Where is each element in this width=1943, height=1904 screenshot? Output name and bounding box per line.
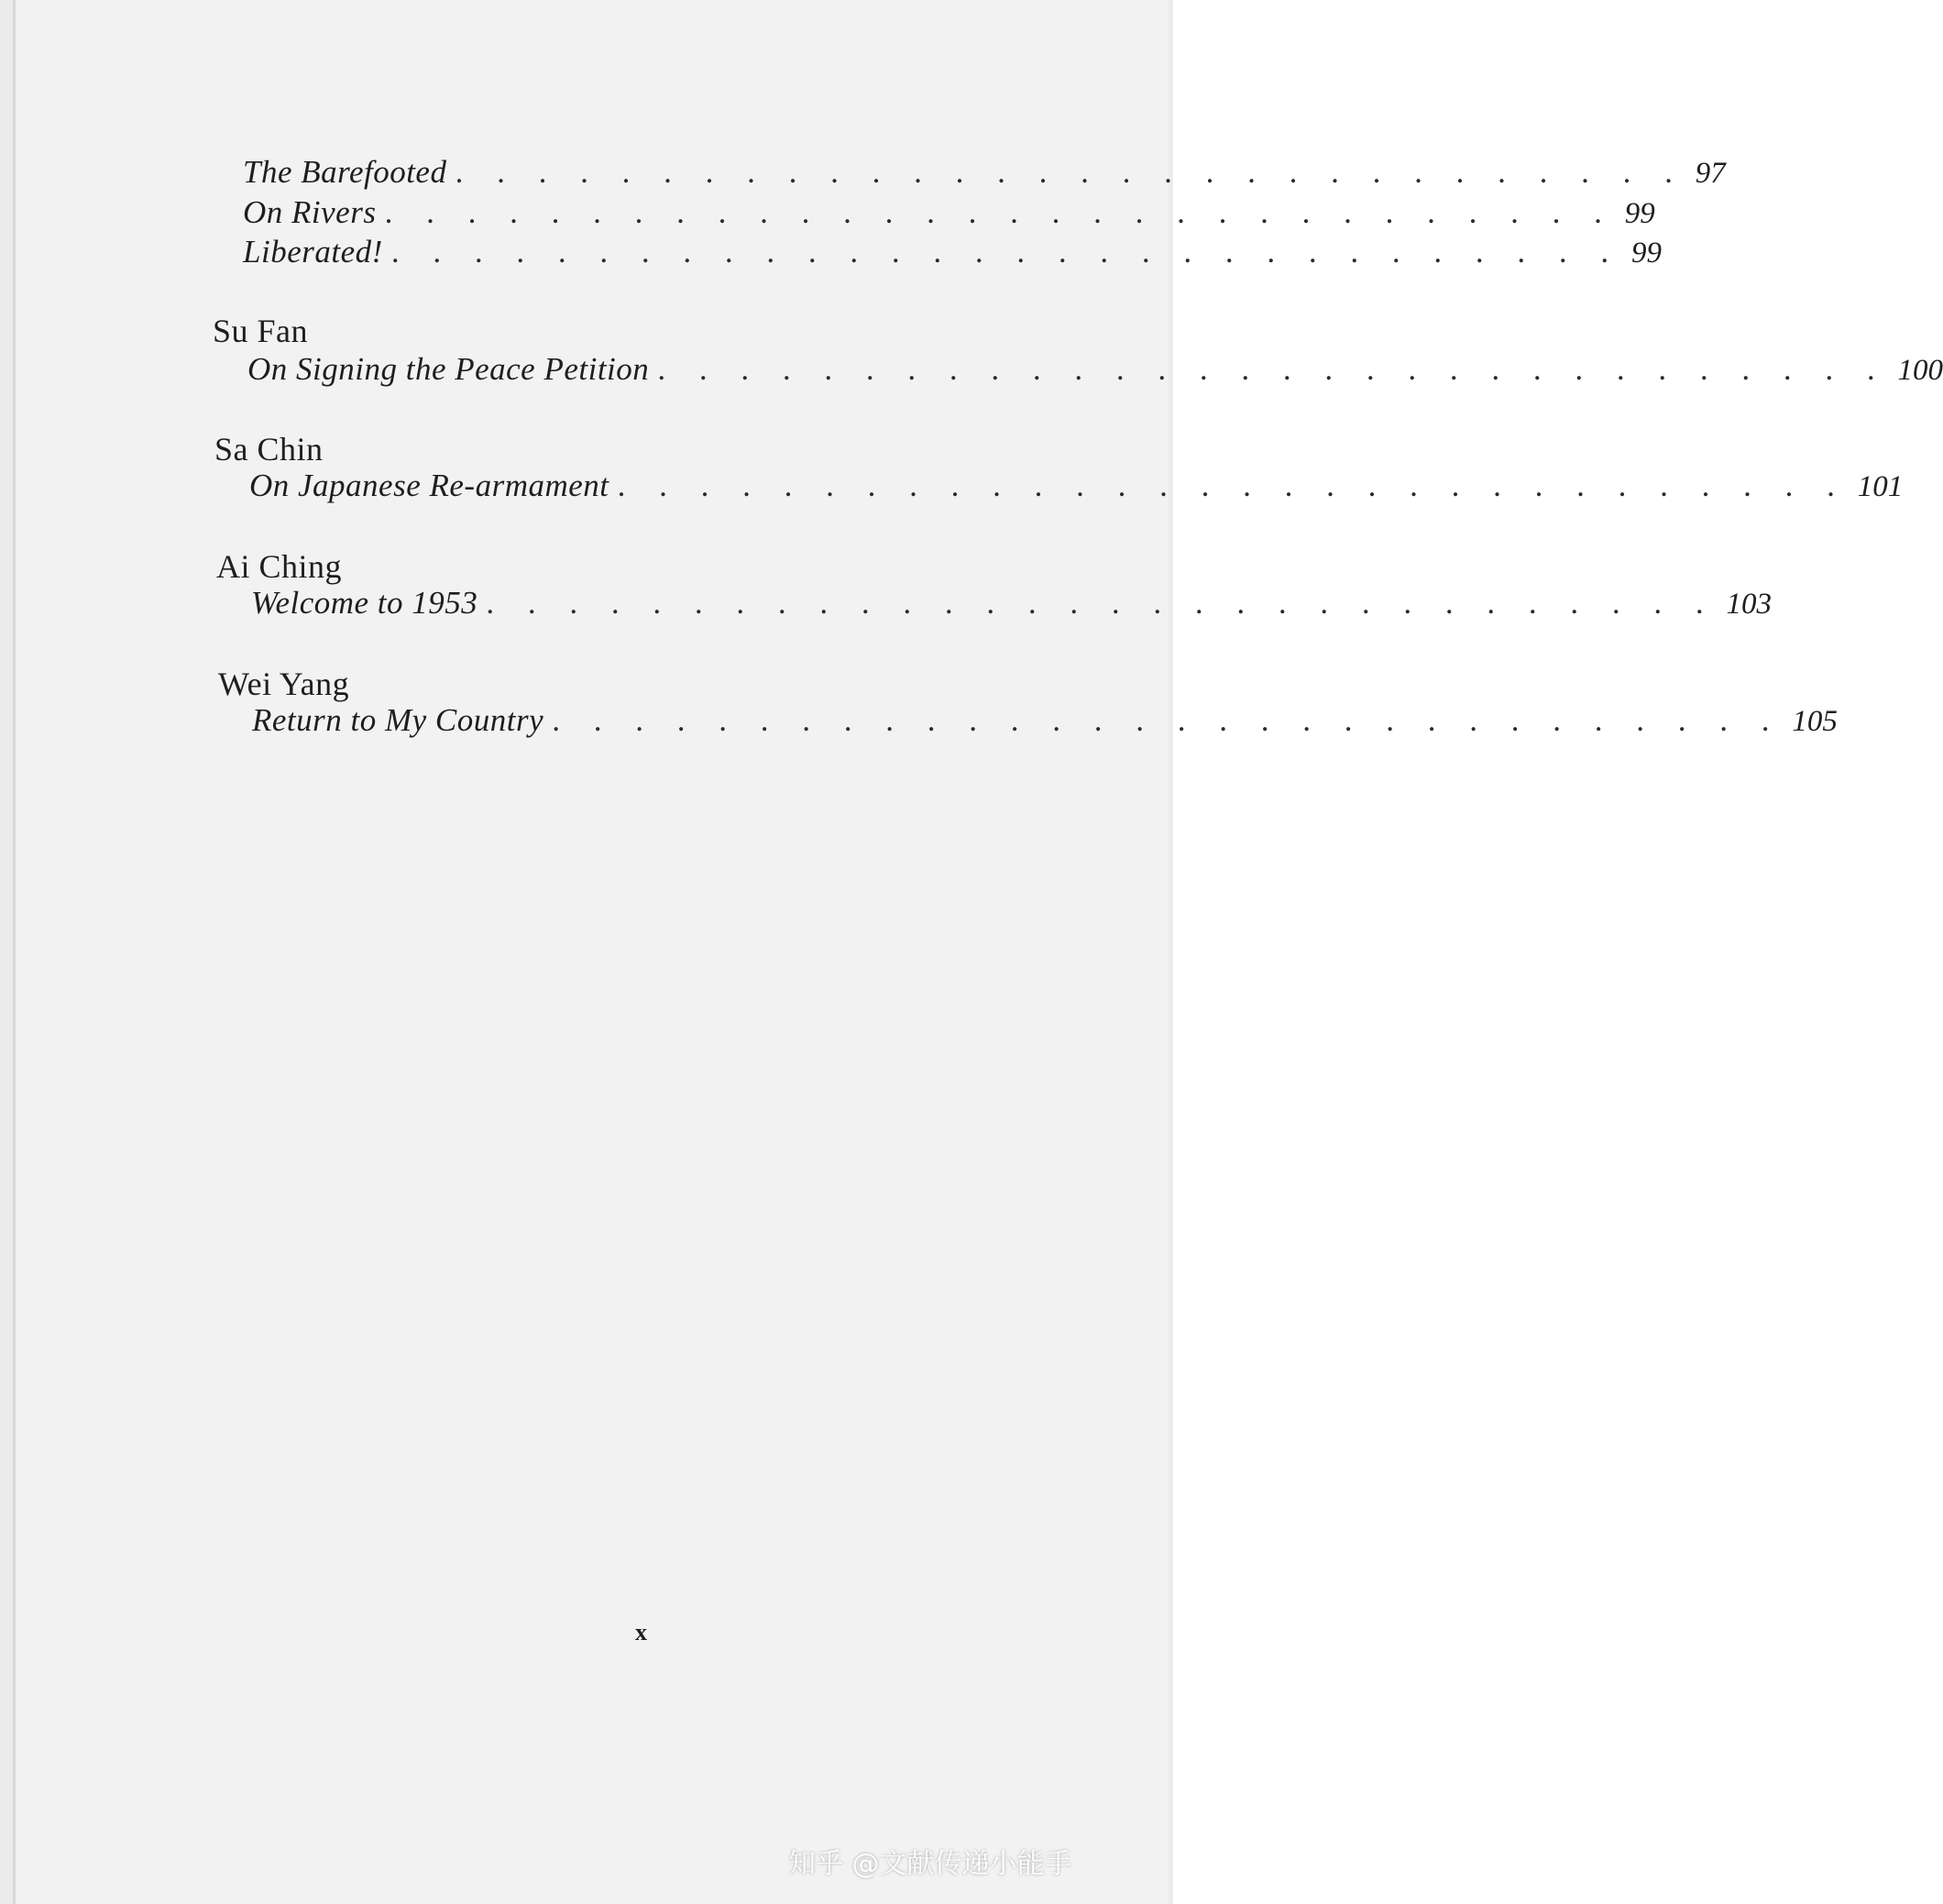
entry-page-number: 97 (1695, 157, 1726, 190)
entry-page-number: 100 (1897, 354, 1943, 387)
author-name: Su Fan (213, 313, 309, 349)
dot-leader: . . . . . . . . . . . . . . . . . . . . . . . . . . . . . . (385, 194, 1616, 230)
toc-entry (247, 351, 1943, 388)
dot-leader: . . . . . . . . . . . . . . . . . . . . . . . . . . . . . . (456, 154, 1686, 190)
toc-entry (243, 194, 1655, 231)
toc-entry (243, 154, 1726, 191)
toc-entry (252, 702, 1838, 739)
dot-leader: . . . . . . . . . . . . . . . . . . . . . . . . . . . . . . (618, 468, 1849, 503)
entry-page-number: 99 (1624, 197, 1655, 230)
author-name: Wei Yang (218, 666, 350, 702)
dot-leader: . . . . . . . . . . . . . . . . . . . . . . . . . . . . . . (658, 351, 1889, 387)
entry-title: The Barefooted (243, 154, 447, 190)
author-name: Ai Ching (216, 548, 343, 585)
toc-entry (249, 468, 1904, 504)
entry-title: Return to My Country (252, 702, 544, 738)
dot-leader: . . . . . . . . . . . . . . . . . . . . . . . . . . . . . . (487, 585, 1718, 621)
entry-page-number: 101 (1857, 470, 1904, 503)
entry-page-number: 105 (1792, 705, 1838, 738)
toc-entry (243, 234, 1663, 270)
watermark: 知乎 @文献传递小能手 (788, 1848, 1072, 1880)
entry-title: On Signing the Peace Petition (247, 351, 650, 387)
entry-title: Liberated! (243, 234, 383, 270)
author-name: Sa Chin (214, 431, 324, 468)
page-number: x (635, 1619, 647, 1645)
entry-page-number: 103 (1726, 588, 1773, 621)
toc-entry (251, 585, 1773, 622)
entry-title: Welcome to 1953 (251, 585, 478, 621)
entry-title: On Japanese Re-armament (249, 468, 609, 503)
dot-leader: . . . . . . . . . . . . . . . . . . . . . . . . . . . . . . (391, 234, 1623, 270)
dot-leader: . . . . . . . . . . . . . . . . . . . . . . . . . . . . . . (553, 702, 1784, 738)
entry-title: On Rivers (243, 194, 377, 230)
entry-page-number: 99 (1631, 237, 1663, 270)
